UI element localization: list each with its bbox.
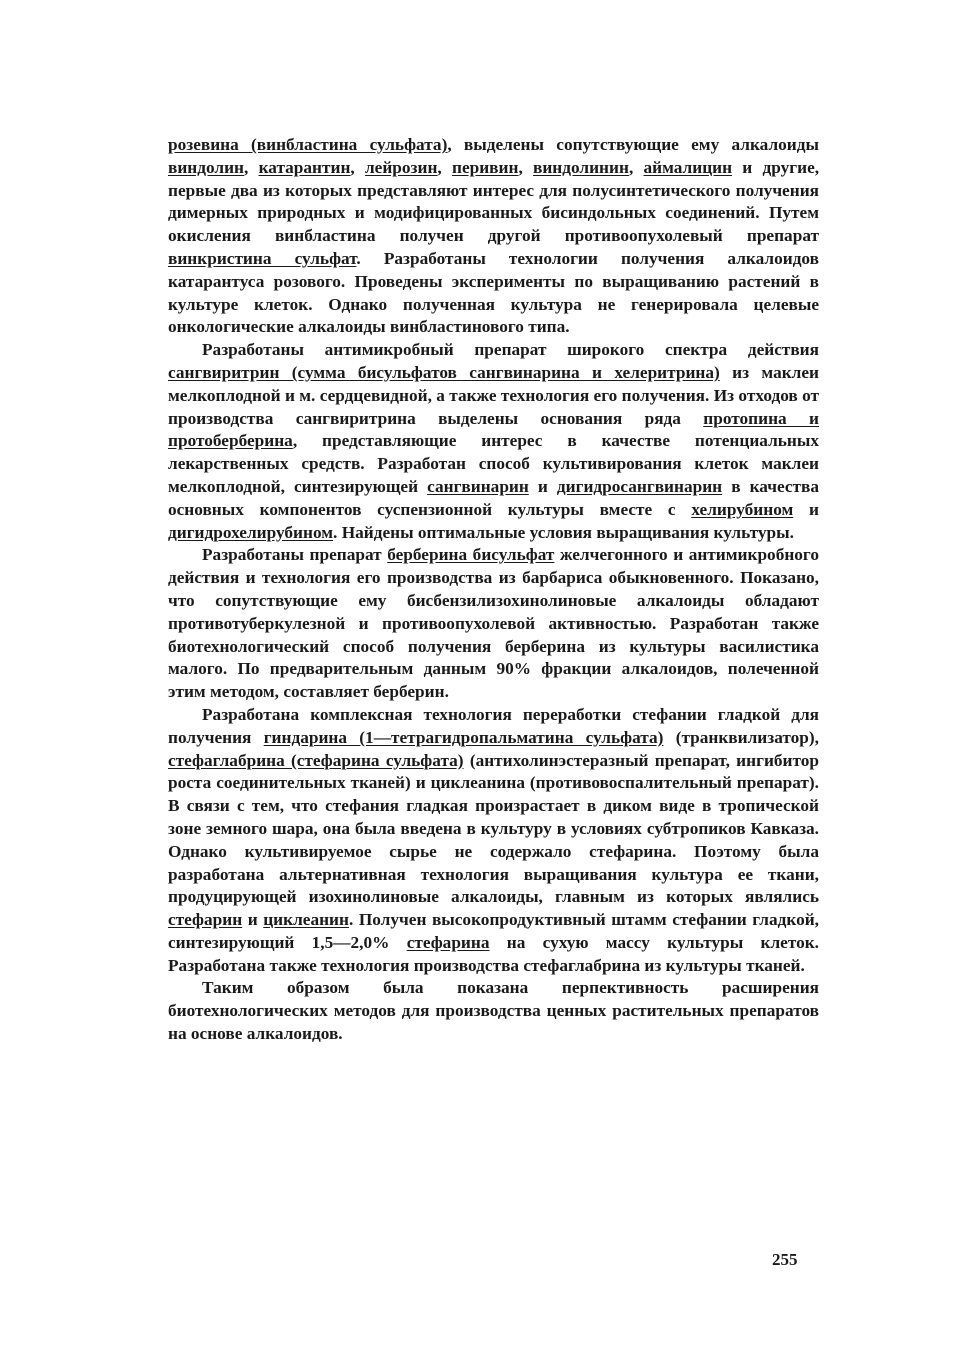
- underlined-term: протопина и протоберберина: [168, 408, 820, 451]
- text-run: , представляющие интерес в качестве потенциальных лекарственных средств. Разработан способ культивирования клеток маклеи мелкоплодной, синтезирующей: [168, 431, 819, 496]
- paragraph: [168, 339, 819, 544]
- body-text: [168, 134, 819, 1046]
- page-number: 255: [772, 1250, 798, 1269]
- underlined-term: дигидросангвинарин: [556, 476, 723, 496]
- paragraph: [168, 544, 819, 704]
- underlined-term: сангвинарин: [427, 476, 529, 496]
- underlined-term: дигидрохелирубином: [168, 522, 334, 542]
- underlined-term: лейрозин: [364, 157, 438, 177]
- text-run: . Найдены оптимальные условия выращивания культуры.: [333, 522, 794, 542]
- underlined-term: катарантин: [258, 157, 351, 177]
- paragraph: [168, 704, 819, 978]
- text-run: Разработаны препарат: [202, 545, 388, 565]
- text-run: из маклеи мелкоплодной и м. сердцевидной, а также технология его получения. Из отходов от производства сангвиритрина выделены основания ряда: [168, 362, 819, 428]
- underlined-term: сангвиритрин (сумма бисульфатов сангвинарина и хелеритрина): [168, 362, 720, 382]
- text-run: ,: [244, 157, 259, 177]
- text-run: и: [242, 910, 264, 930]
- text-run: . Получен высокопродуктивный штамм стефании гладкой, синтезирующий 1,5—2,0%: [168, 910, 819, 952]
- text-run: и: [793, 499, 819, 519]
- underlined-term: хелирубином: [691, 499, 794, 519]
- text-run: (транквилизатор),: [663, 727, 819, 747]
- underlined-term: перивин: [451, 157, 519, 177]
- underlined-term: стефарина: [406, 932, 490, 952]
- underlined-term: стефаглабрина (стефарина сульфата): [168, 750, 464, 770]
- text-run: ,: [437, 157, 452, 177]
- text-run: и: [528, 476, 557, 496]
- text-run: ,: [350, 157, 365, 177]
- underlined-term: виндолинин: [533, 157, 629, 177]
- text-run: на сухую массу культуры клеток. Разработана также технология производства стефаглабрина из культуры тканей.: [168, 932, 819, 975]
- underlined-term: розевина (винбластина сульфата): [168, 135, 448, 154]
- underlined-term: гиндарина (1—тетрагидропальматина сульфата): [263, 727, 664, 747]
- text-run: (антихолинэстеразный препарат, ингибитор роста соединительных тканей) и циклеанина (противовоспалительный препарат). В связи с тем, что стефания гладкая произрастает в диком виде в тропической зоне земного шара, она была введена в культуру в условиях субтропиков Кавказа. Однако культивируемое сырье не содержало стефарина. Поэтому была разработана альтернативная технология выращивания культура ее ткани, продуцирующей изохинолиновые алкалоиды, главным из которых являлись: [168, 750, 820, 907]
- text-run: Таким образом была показана перпективность расширения биотехнологических методов для производства ценных растительных препаратов на основе алкалоидов.: [168, 978, 819, 1044]
- text-run: ,: [628, 157, 644, 177]
- text-run: . Разработаны технологии получения алкалоидов катарантуса розового. Проведены эксперименты по выращиванию растений в культуре клеток. Однако полученная культура не генерировала целевые онкологические алкалоиды винбластинового типа.: [168, 248, 819, 337]
- text-run: в качества основных компонентов суспензионной культуры вместе с: [168, 476, 819, 519]
- text-run: и другие, первые два из которых представляют интерес для полусинтетического получения димерных природных и модифицированных бисиндольных соединений. Путем окисления винбластина получен другой противоопухолевый препарат: [168, 157, 820, 246]
- text-run: , выделены сопутствующие ему алкалоиды: [447, 135, 820, 154]
- underlined-term: аймалицин: [643, 157, 733, 177]
- text-run: Разработаны антимикробный препарат широкого спектра действия: [202, 340, 819, 360]
- text-run: желчегонного и антимикробного действия и технология его производства из барбариса обыкновенного. Показано, что сопутствующие ему бисбензилизохинолиновые алкалоиды обладают противотуберкулезной и противоопухолевой активностью. Разработан также биотехнологический способ получения берберина из культуры василистика малого. По предварительным данным 90% фракции алкалоидов, полеченной этим методом, составляет берберин.: [168, 545, 819, 702]
- underlined-term: берберина бисульфат: [387, 545, 555, 565]
- underlined-term: циклеанин: [263, 910, 349, 930]
- paragraph: [168, 977, 819, 1045]
- text-run: Разработана комплексная технология переработки стефании гладкой для получения: [168, 704, 819, 747]
- paragraph: [168, 134, 819, 339]
- underlined-term: виндолин: [168, 157, 245, 177]
- underlined-term: винкристина сульфат: [168, 248, 357, 268]
- text-run: ,: [518, 157, 533, 177]
- underlined-term: стефарин: [168, 910, 243, 930]
